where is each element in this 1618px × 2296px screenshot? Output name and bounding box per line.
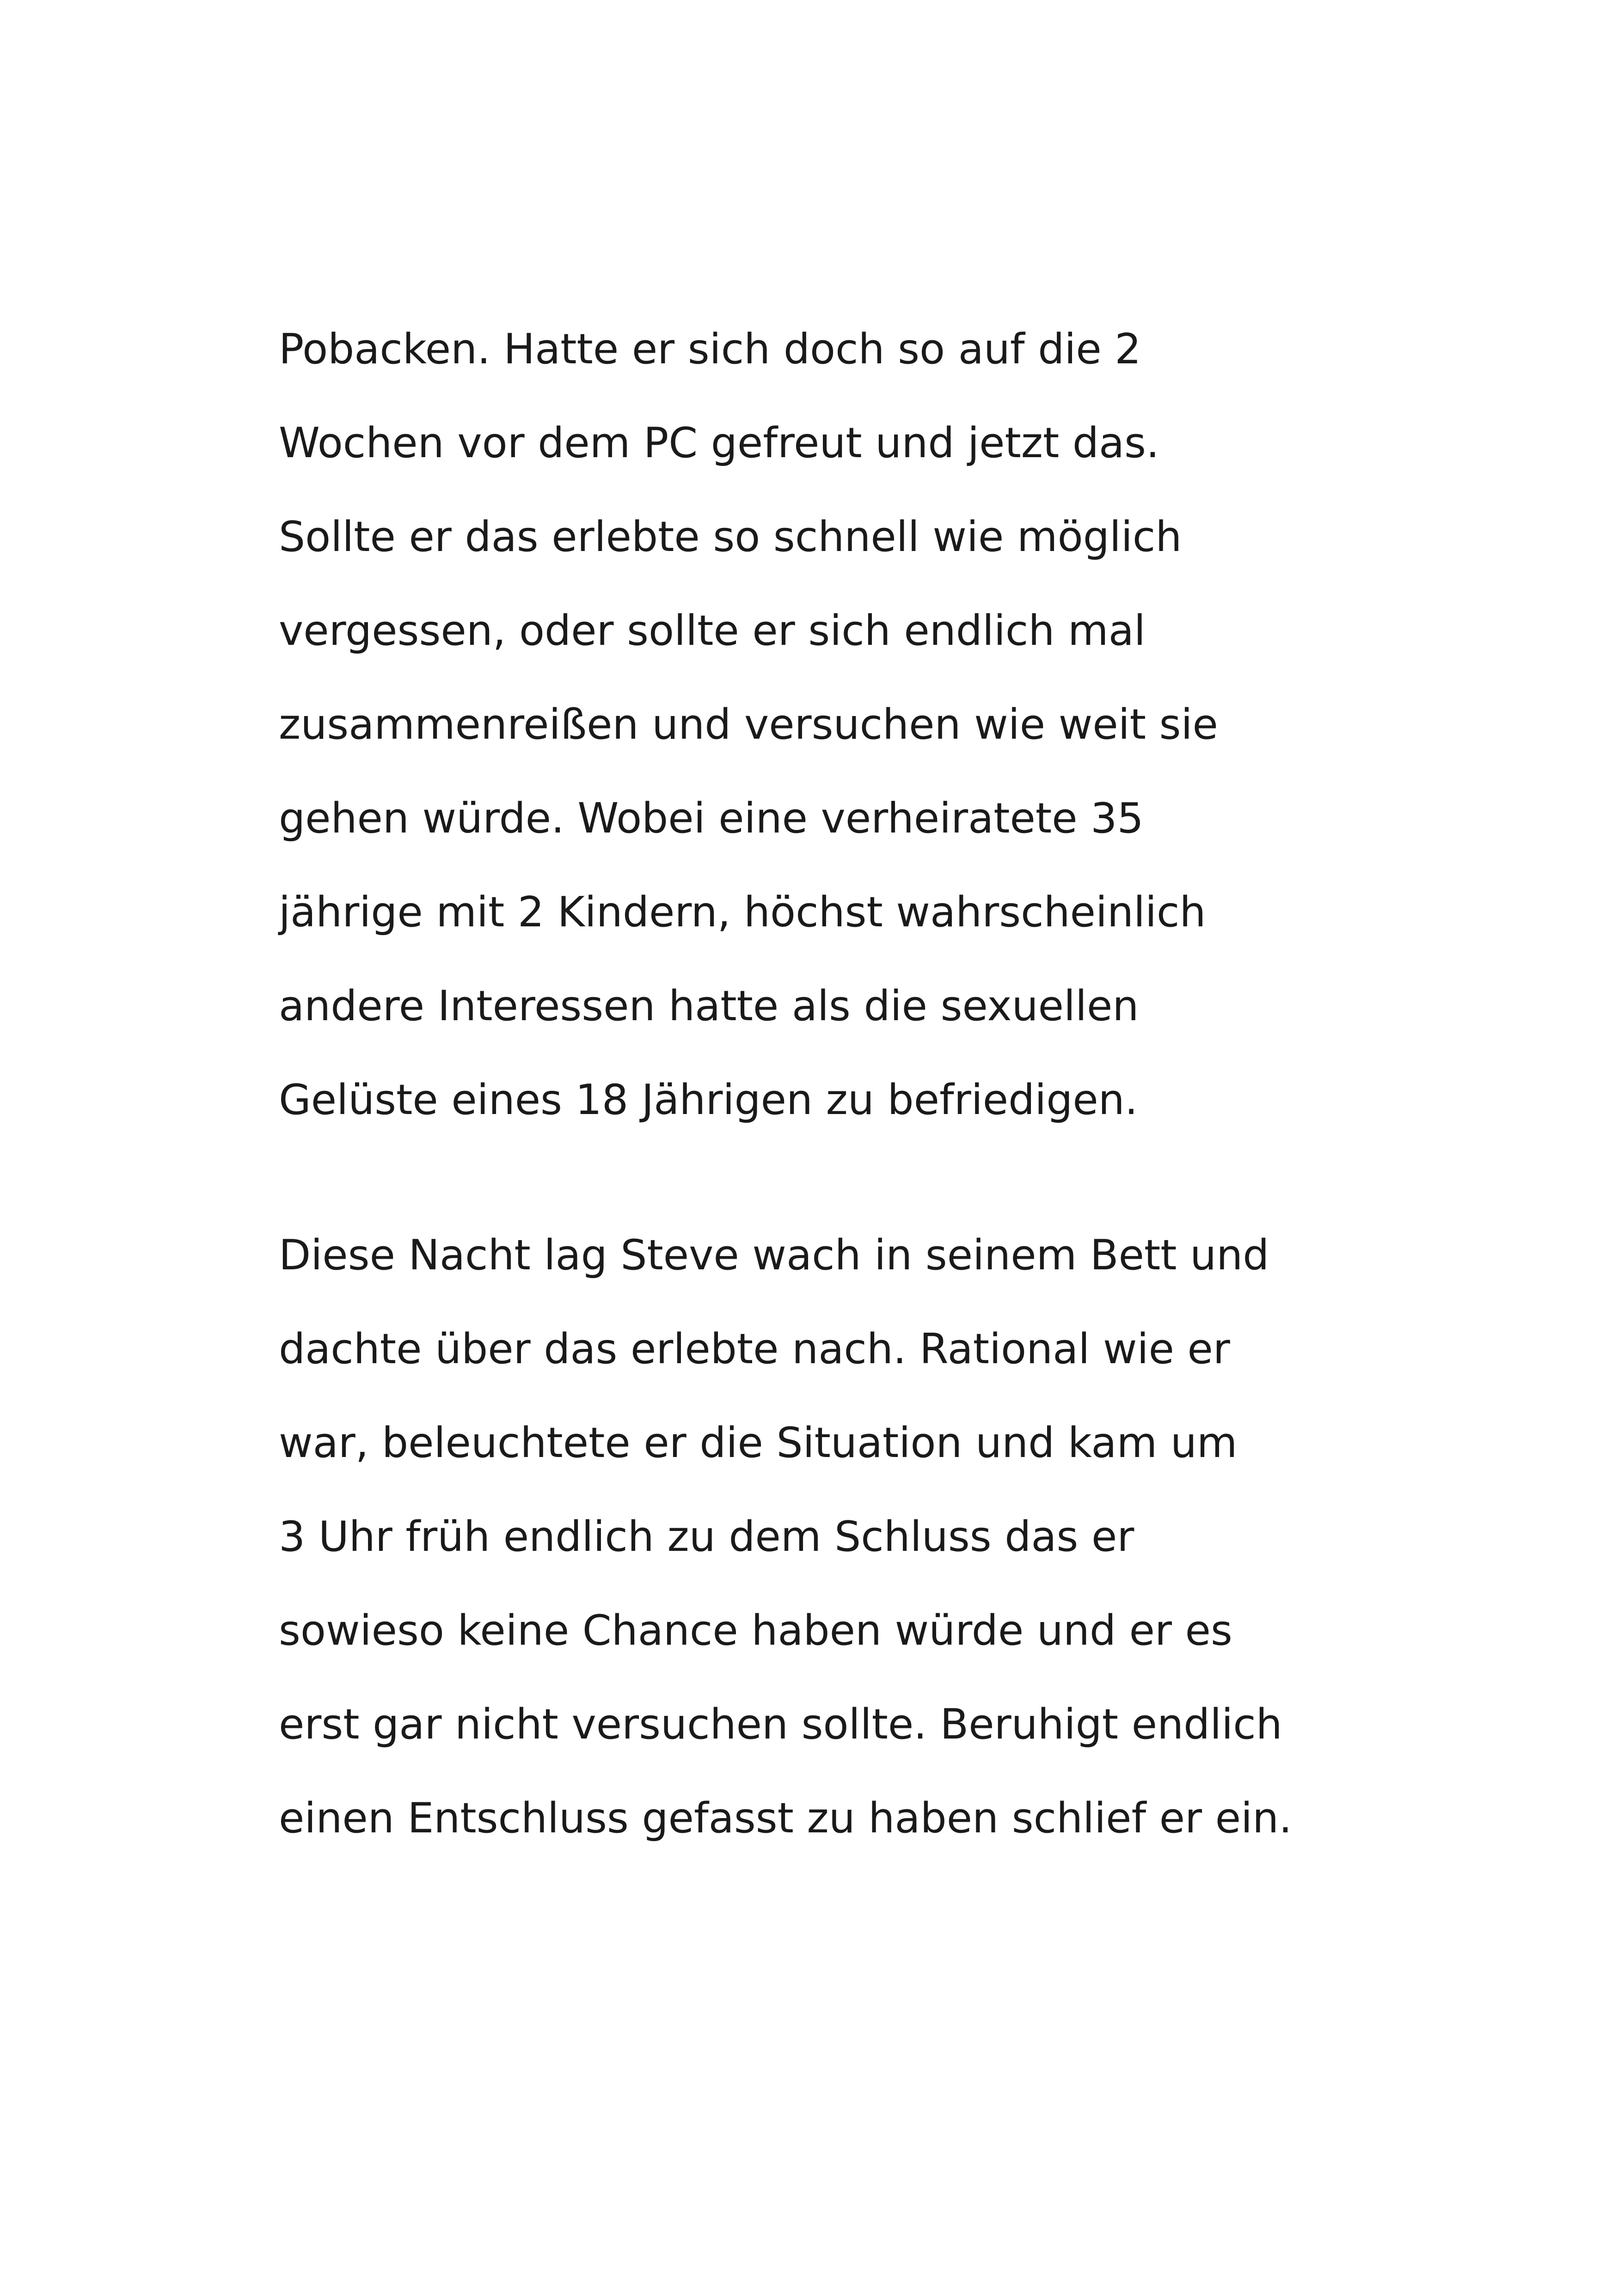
paragraph-2 (279, 1208, 1397, 1865)
text-line: dachte über das erlebte nach. Rational wie er (279, 1325, 1230, 1373)
text-line: jährige mit 2 Kindern, höchst wahrscheinlich (279, 888, 1206, 937)
text-line: einen Entschluss gefasst zu haben schlief er ein. (279, 1794, 1292, 1843)
paragraph-1 (279, 302, 1397, 1147)
text-line: gehen würde. Wobei eine verheiratete 35 (279, 794, 1144, 843)
text-line: war, beleuchtete er die Situation und kam um (279, 1419, 1238, 1467)
text-line: sowieso keine Chance haben würde und er es (279, 1606, 1232, 1655)
text-line: erst gar nicht versuchen sollte. Beruhigt endlich (279, 1700, 1282, 1749)
text-line: Sollte er das erlebte so schnell wie möglich (279, 513, 1182, 561)
text-line: 3 Uhr früh endlich zu dem Schluss das er (279, 1512, 1134, 1561)
text-line: andere Interessen hatte als die sexuellen (279, 982, 1139, 1030)
text-line: Diese Nacht lag Steve wach in seinem Bett und (279, 1231, 1269, 1280)
text-line: Gelüste eines 18 Jährigen zu befriedigen. (279, 1076, 1138, 1124)
text-line: vergessen, oder sollte er sich endlich mal (279, 606, 1146, 655)
text-line: Wochen vor dem PC gefreut und jetzt das. (279, 419, 1159, 467)
text-line: zusammenreißen und versuchen wie weit sie (279, 700, 1218, 749)
text-line: Pobacken. Hatte er sich doch so auf die 2 (279, 325, 1141, 373)
